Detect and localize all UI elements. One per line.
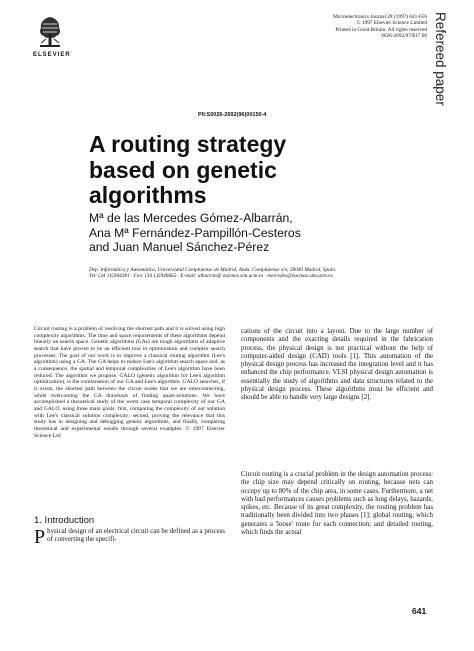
elsevier-tree-logo-icon [36,14,64,50]
section-heading-introduction: 1. Introduction [34,515,95,526]
issn-line: 0026-2692/97/$17.00 [381,33,427,40]
journal-info [307,14,427,40]
author-line-2: Ana Mª Fernández-Pampillón-Cesteros [89,225,301,240]
author-line-3: and Juan Manuel Sánchez-Pérez [89,240,270,255]
journal-citation: Microelectronics Journal 28 (1997) 641-656 [333,14,427,20]
copyright-line: © 1997 Elsevier Science Limited [356,20,427,27]
introduction-text [34,526,225,548]
title-line-1: A routing strategy [89,131,287,157]
author-affiliation: Dep. Informática y Automática, Universidad Complutense de Madrid, Avda. Complutense s/n, 28040 Madrid, Spain. Tel: (34 1)5944381 · Fax: (34 1)5946662 · E-mail: albarran@ eucmos.sim.ucm.es · mercedes@eucmax.sim.ucm.es [89,267,337,280]
refereed-paper-text: Refereed paper [433,12,448,106]
publisher-name: ELSEVIER [33,52,71,58]
pii-identifier: PII:S0026-2692(96)00150-4 [198,112,267,118]
page-number: 641 [412,606,427,616]
refereed-paper-label [433,12,458,172]
title-line-3: algorithms [89,182,207,208]
introduction-body: hysical design of an electrical circuit can be defined as a process of converting the specifi- [47,528,225,544]
article-title [89,132,286,209]
drop-cap: P [34,526,46,548]
abstract-text: Circuit routing is a problem of resolving the shortest path and it is solved using high complexity algorithms. The time and space requirements of these algorithms depend linearly on search space. Genetic algorithms (GAs) are tough algorithms of adaptive search that have proven to be an efficient tool in optimization and complex search processes. The goal of our work is to improve a classical routing algorithm (Lee's algorithm) using a GA. The GA helps to reduce Lee's algorithm search space and, as a consequence, the spatial and temporal complexities of Lee's algorithm have been reduced. The algorithm we propose, GALO (genetic algorithm for Lee's algorithm optimization), is the combination of our GA and Lee's algorithm. GALO searches, if it exists, the shortest path between the circuit nodes that we are interconnecting, while overcoming the GA drawback of finding quasi-solutions. We have accomplished a theoretical study of the worst case temporal complexity of our GA and GALO, using three main goals: first, comparing the complexity of our solution with Lee's classical solution complexity; second, proving the relevance that this study has in designing and debugging genetic algorithms, and finally, comparing theoretical and experimental results through several examples. © 1997 Elsevier Science Ltd [34,326,225,439]
author-list [89,211,301,255]
body-paragraph-2: Circuit routing is a crucial problem in the design automation process: the chip size may depend critically on routing, because nets can occupy up to 80% of the chip area, in some cases. Furthermore, a net with bad performances causes problems such as long delays, hazards, spikes, etc. Because of its great complexity, the routing problem has traditionally been divided into two phases [1]: global routing, which generates a 'loose' route for each connection; and detailed routing, which finds the actual [241,471,433,536]
body-paragraph-1: cations of the circuit into a layout. Due to the large number of components and the exacting details required in the fabrication process, the physical design is not practical without the help of computer-aided design (CAD) tools [1]. This automation of the physical design process has increased the integration level and it has enhanced the chip performance. VLSI physical design automation is essentially the study of algorithms and data structures related to the physical design process. These algorithms must be efficient and should be able to handle very large designs [2]. [241,328,433,401]
author-line-1: Mª de las Mercedes Gómez-Albarrán, [89,211,293,225]
printed-line: Printed in Great Britain. All rights reserved [335,26,427,33]
title-line-2: based on genetic [89,156,277,183]
